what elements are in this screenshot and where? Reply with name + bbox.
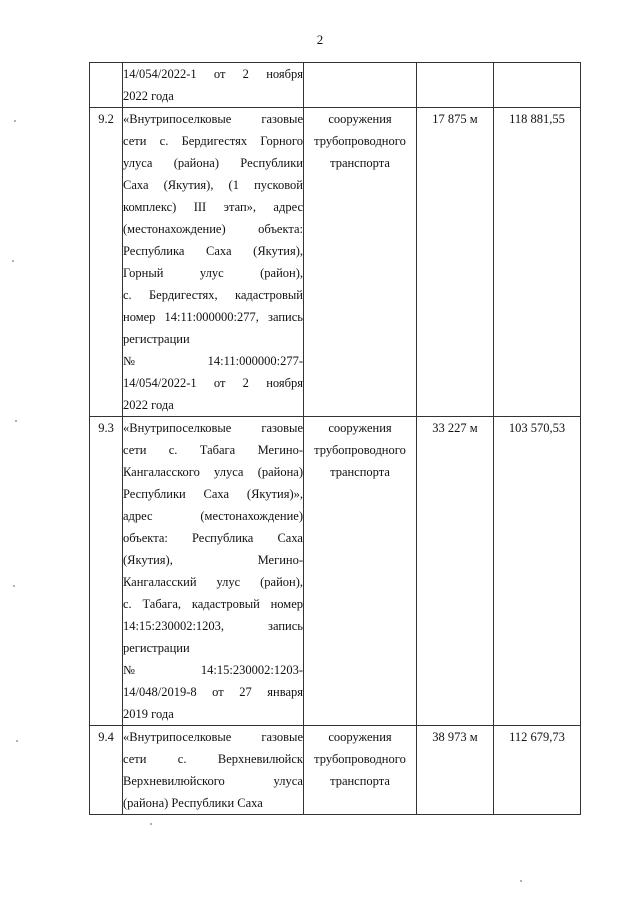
description-line: Горный улус (район),: [123, 266, 303, 280]
object-length: [417, 63, 494, 108]
object-length: 17 875 м: [417, 108, 494, 417]
object-type-line: транспорта: [330, 156, 390, 170]
object-cost: 112 679,73: [494, 726, 581, 815]
table-row: [90, 108, 581, 417]
description-line: регистрации: [123, 332, 190, 346]
description-line: Кангаласского улуса (района): [123, 465, 303, 479]
scan-mark: [15, 420, 17, 422]
description-line: (местонахождение) объекта:: [123, 222, 303, 236]
description-line: 14:15:230002:1203, запись: [123, 619, 303, 633]
object-type: [304, 108, 417, 417]
description-line: «Внутрипоселковые газовые: [123, 112, 303, 126]
description-line: «Внутрипоселковые газовые: [123, 730, 303, 744]
object-type-line: трубопроводного: [314, 443, 406, 457]
description-line: сети с. Бердигестях Горного: [123, 134, 303, 148]
object-cost: [494, 63, 581, 108]
object-length: 38 973 м: [417, 726, 494, 815]
description-line: 14/054/2022-1 от 2 ноября: [123, 376, 303, 390]
description-line: объекта: Республика Саха: [123, 531, 303, 545]
object-type-line: трубопроводного: [314, 134, 406, 148]
description-line: «Внутрипоселковые газовые: [123, 421, 303, 435]
description-line: комплекс) III этап», адрес: [123, 200, 303, 214]
description-line: улуса (района) Республики: [123, 156, 303, 170]
scan-mark: [13, 585, 15, 587]
object-type-line: сооружения: [328, 421, 392, 435]
row-number: 9.2: [90, 108, 123, 417]
property-table-body: [90, 63, 581, 815]
description-line: (Якутия), Мегино-: [123, 553, 303, 567]
description-line: регистрации: [123, 641, 190, 655]
table-row: [90, 417, 581, 726]
object-type: [304, 417, 417, 726]
description-line: с. Табага, кадастровый номер: [123, 597, 303, 611]
object-type-line: сооружения: [328, 730, 392, 744]
description-line: 14/054/2022-1 от 2 ноября: [123, 67, 303, 81]
scan-mark: [520, 880, 522, 882]
object-type: [304, 726, 417, 815]
scan-mark: [16, 740, 18, 742]
description-line: 2019 года: [123, 707, 174, 721]
description-line: сети с. Верхневилюйск: [123, 752, 303, 766]
object-length: 33 227 м: [417, 417, 494, 726]
description-line: Саха (Якутия), (1 пусковой: [123, 178, 303, 192]
object-cost: 118 881,55: [494, 108, 581, 417]
description-line: (района) Республики Саха: [123, 796, 263, 810]
description-line: 14/048/2019-8 от 27 января: [123, 685, 303, 699]
object-type-line: сооружения: [328, 112, 392, 126]
description-line: Кангаласский улус (район),: [123, 575, 303, 589]
row-number: [90, 63, 123, 108]
object-description: [123, 63, 304, 108]
table-row: [90, 726, 581, 815]
object-type: [304, 63, 417, 108]
description-line: с. Бердигестях, кадастровый: [123, 288, 303, 302]
description-line: 2022 года: [123, 398, 174, 412]
object-description: [123, 108, 304, 417]
object-description: [123, 417, 304, 726]
description-line: Республика Саха (Якутия),: [123, 244, 303, 258]
object-type-line: трубопроводного: [314, 752, 406, 766]
description-line: адрес (местонахождение): [123, 509, 303, 523]
description-line: Республики Саха (Якутия)»,: [123, 487, 303, 501]
page-number: 2: [316, 32, 324, 47]
row-number: 9.3: [90, 417, 123, 726]
description-line: номер 14:11:000000:277, запись: [123, 310, 303, 324]
scan-mark: [12, 260, 14, 262]
description-line: Верхневилюйского улуса: [123, 774, 303, 788]
description-line: 2022 года: [123, 89, 174, 103]
row-number: 9.4: [90, 726, 123, 815]
scan-mark: [14, 120, 16, 122]
description-line: № 14:15:230002:1203-: [123, 663, 303, 677]
object-type-line: транспорта: [330, 774, 390, 788]
object-description: [123, 726, 304, 815]
object-type-line: транспорта: [330, 465, 390, 479]
object-cost: 103 570,53: [494, 417, 581, 726]
scan-mark: [150, 823, 152, 825]
property-table: [89, 62, 581, 815]
description-line: сети с. Табага Мегино-: [123, 443, 303, 457]
table-row: [90, 63, 581, 108]
description-line: № 14:11:000000:277-: [123, 354, 303, 368]
